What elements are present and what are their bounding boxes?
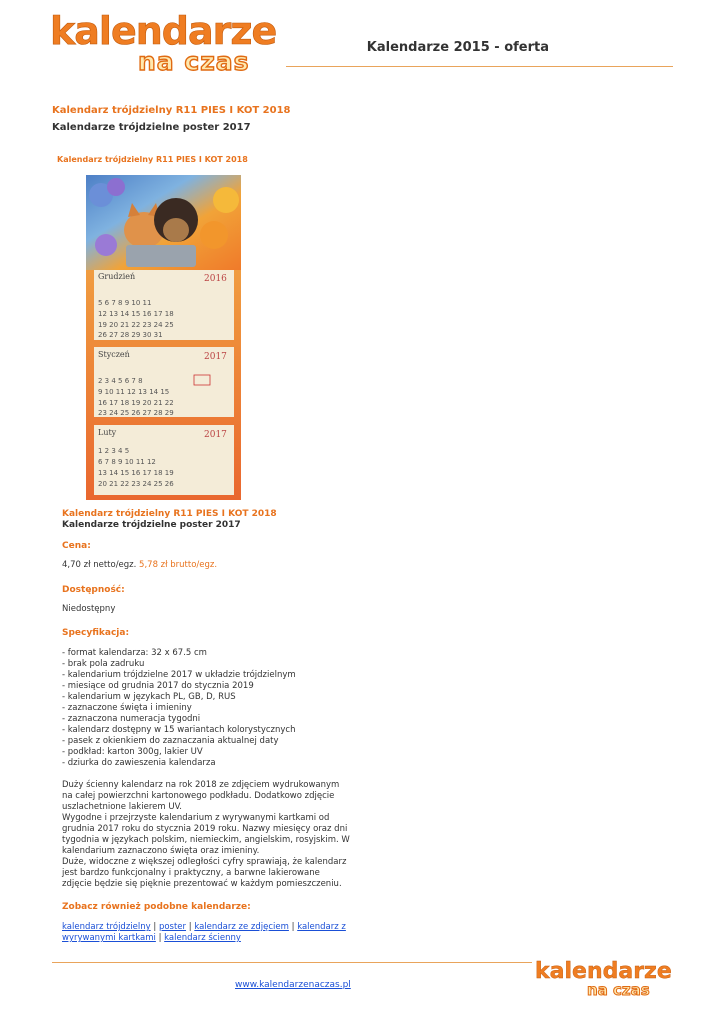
link-separator: | xyxy=(288,922,298,932)
related-link-wyrywane-kartki[interactable]: kalendarz z wyrywanymi kartkami xyxy=(62,922,346,943)
site-link[interactable]: www.kalendarzenaczas.pl xyxy=(235,980,351,990)
availability-heading: Dostępność: xyxy=(62,585,125,595)
product-description xyxy=(62,780,350,890)
svg-text:2017: 2017 xyxy=(204,430,227,440)
month-pad-2 xyxy=(94,347,234,417)
price-heading: Cena: xyxy=(62,541,91,551)
header-divider xyxy=(286,66,673,67)
price-gross: 5,78 zł brutto/egz. xyxy=(139,560,218,570)
product-category: Kalendarze trójdzielne poster 2017 xyxy=(52,122,251,133)
svg-text:23 24 25 26 27 28 29: 23 24 25 26 27 28 29 xyxy=(98,409,174,417)
spec-item: - kalendarium w językach PL, GB, D, RUS xyxy=(62,692,236,702)
svg-text:19 20 21 22 23 24 25: 19 20 21 22 23 24 25 xyxy=(98,321,174,329)
svg-text:5 6 7 8 9 10 11: 5 6 7 8 9 10 11 xyxy=(98,299,152,307)
footer-logo-top-text: kalendarze xyxy=(535,959,672,984)
related-heading: Zobacz również podobne kalendarze: xyxy=(62,902,251,912)
logo-bottom-text: na czas xyxy=(138,47,250,74)
svg-text:13 14 15 16 17 18 19: 13 14 15 16 17 18 19 xyxy=(98,469,174,477)
site-logo[interactable] xyxy=(50,10,282,74)
spec-item: - dziurka do zawieszenia kalendarza xyxy=(62,758,216,768)
description-line: Duży ścienny kalendarz na rok 2018 ze zdjęciem wydrukowanym xyxy=(62,780,340,790)
description-line: jest bardzo funkcjonalny i praktyczny, a barwne lakierowane xyxy=(62,868,320,878)
footer-logo-bottom-text: na czas xyxy=(587,981,650,998)
calendar-product-image[interactable] xyxy=(86,175,241,500)
spec-item: - podkład: karton 300g, lakier UV xyxy=(62,747,203,757)
svg-text:20 21 22 23 24 25 26: 20 21 22 23 24 25 26 xyxy=(98,480,174,488)
link-separator: | xyxy=(186,922,195,932)
svg-text:2017: 2017 xyxy=(204,352,227,362)
related-link-trojdzielny[interactable]: kalendarz trójdzielny xyxy=(62,922,151,932)
link-separator: | xyxy=(155,933,165,943)
svg-text:Grudzień: Grudzień xyxy=(98,272,136,281)
logo-top-text: kalendarze xyxy=(50,10,277,53)
svg-text:9 10 11 12 13 14 15: 9 10 11 12 13 14 15 xyxy=(98,388,170,396)
related-links xyxy=(62,922,362,944)
product-category-detail: Kalendarze trójdzielne poster 2017 xyxy=(62,520,241,530)
footer-logo[interactable] xyxy=(535,958,675,998)
spec-item: - miesiące od grudnia 2017 do stycznia 2019 xyxy=(62,681,254,691)
description-line: uszlachetnione lakierem UV. xyxy=(62,802,182,812)
description-line: grudnia 2017 roku do stycznia 2019 roku. Nazwy miesięcy oraz dni xyxy=(62,824,348,834)
description-line: na całej powierzchni kartonowego podkładu. Dodatkowo zdjęcie xyxy=(62,791,335,801)
svg-text:Styczeń: Styczeń xyxy=(98,350,130,359)
spec-item: - pasek z okienkiem do zaznaczania aktualnej daty xyxy=(62,736,279,746)
related-link-scienny[interactable]: kalendarz ścienny xyxy=(164,933,241,943)
spec-item: - kalendarz dostępny w 15 wariantach kolorystycznych xyxy=(62,725,296,735)
link-separator: | xyxy=(150,922,159,932)
image-caption[interactable]: Kalendarz trójdzielny R11 PIES I KOT 2018 xyxy=(57,155,248,164)
spec-item: - zaznaczona numeracja tygodni xyxy=(62,714,201,724)
spec-item: - kalendarium trójdzielne 2017 w układzie trójdzielnym xyxy=(62,670,296,680)
related-link-poster[interactable]: poster xyxy=(158,922,187,932)
svg-text:2016: 2016 xyxy=(204,274,227,284)
svg-text:12 13 14 15 16 17 18: 12 13 14 15 16 17 18 xyxy=(98,310,174,318)
availability-value: Niedostępny xyxy=(62,604,116,614)
specification-list xyxy=(62,648,296,769)
svg-text:2 3 4 5 6 7 8: 2 3 4 5 6 7 8 xyxy=(98,377,143,385)
product-title-detail: Kalendarz trójdzielny R11 PIES I KOT 2018 xyxy=(62,509,277,519)
spec-item: - brak pola zadruku xyxy=(62,659,145,669)
page-title: Kalendarze 2015 - oferta xyxy=(366,40,549,55)
description-line: kalendarium zaznaczono święta oraz imieniny. xyxy=(62,846,260,856)
svg-text:Luty: Luty xyxy=(98,428,117,437)
spec-item: - zaznaczone święta i imieniny xyxy=(62,703,192,713)
price-value xyxy=(62,560,217,571)
svg-text:16 17 18 19 20 21 22: 16 17 18 19 20 21 22 xyxy=(98,399,174,407)
spec-item: - format kalendarza: 32 x 67.5 cm xyxy=(62,648,207,658)
description-line: zdjęcie będzie się pięknie prezentować w każdym pomieszczeniu. xyxy=(62,879,342,889)
product-title: Kalendarz trójdzielny R11 PIES I KOT 2018 xyxy=(52,105,291,116)
svg-text:1 2 3 4 5: 1 2 3 4 5 xyxy=(98,447,130,455)
description-line: tygodnia w językach polskim, niemieckim, angielskim, rosyjskim. W xyxy=(62,835,350,845)
description-line: Wygodne i przejrzyste kalendarium z wyrywanymi kartkami od xyxy=(62,813,330,823)
description-line: Duże, widoczne z większej odległości cyfry sprawiają, że kalendarz xyxy=(62,857,347,867)
svg-text:26 27 28 29 30 31: 26 27 28 29 30 31 xyxy=(98,331,163,339)
svg-text:6 7 8 9 10 11 12: 6 7 8 9 10 11 12 xyxy=(98,458,156,466)
month-pad-3 xyxy=(94,425,234,495)
footer-divider xyxy=(52,962,532,963)
price-net: 4,70 zł netto/egz. xyxy=(62,560,137,570)
related-link-ze-zdjeciem[interactable]: kalendarz ze zdjęciem xyxy=(194,922,289,932)
specification-heading: Specyfikacja: xyxy=(62,628,130,638)
footer-url xyxy=(235,980,351,990)
month-pad-1 xyxy=(94,270,234,340)
